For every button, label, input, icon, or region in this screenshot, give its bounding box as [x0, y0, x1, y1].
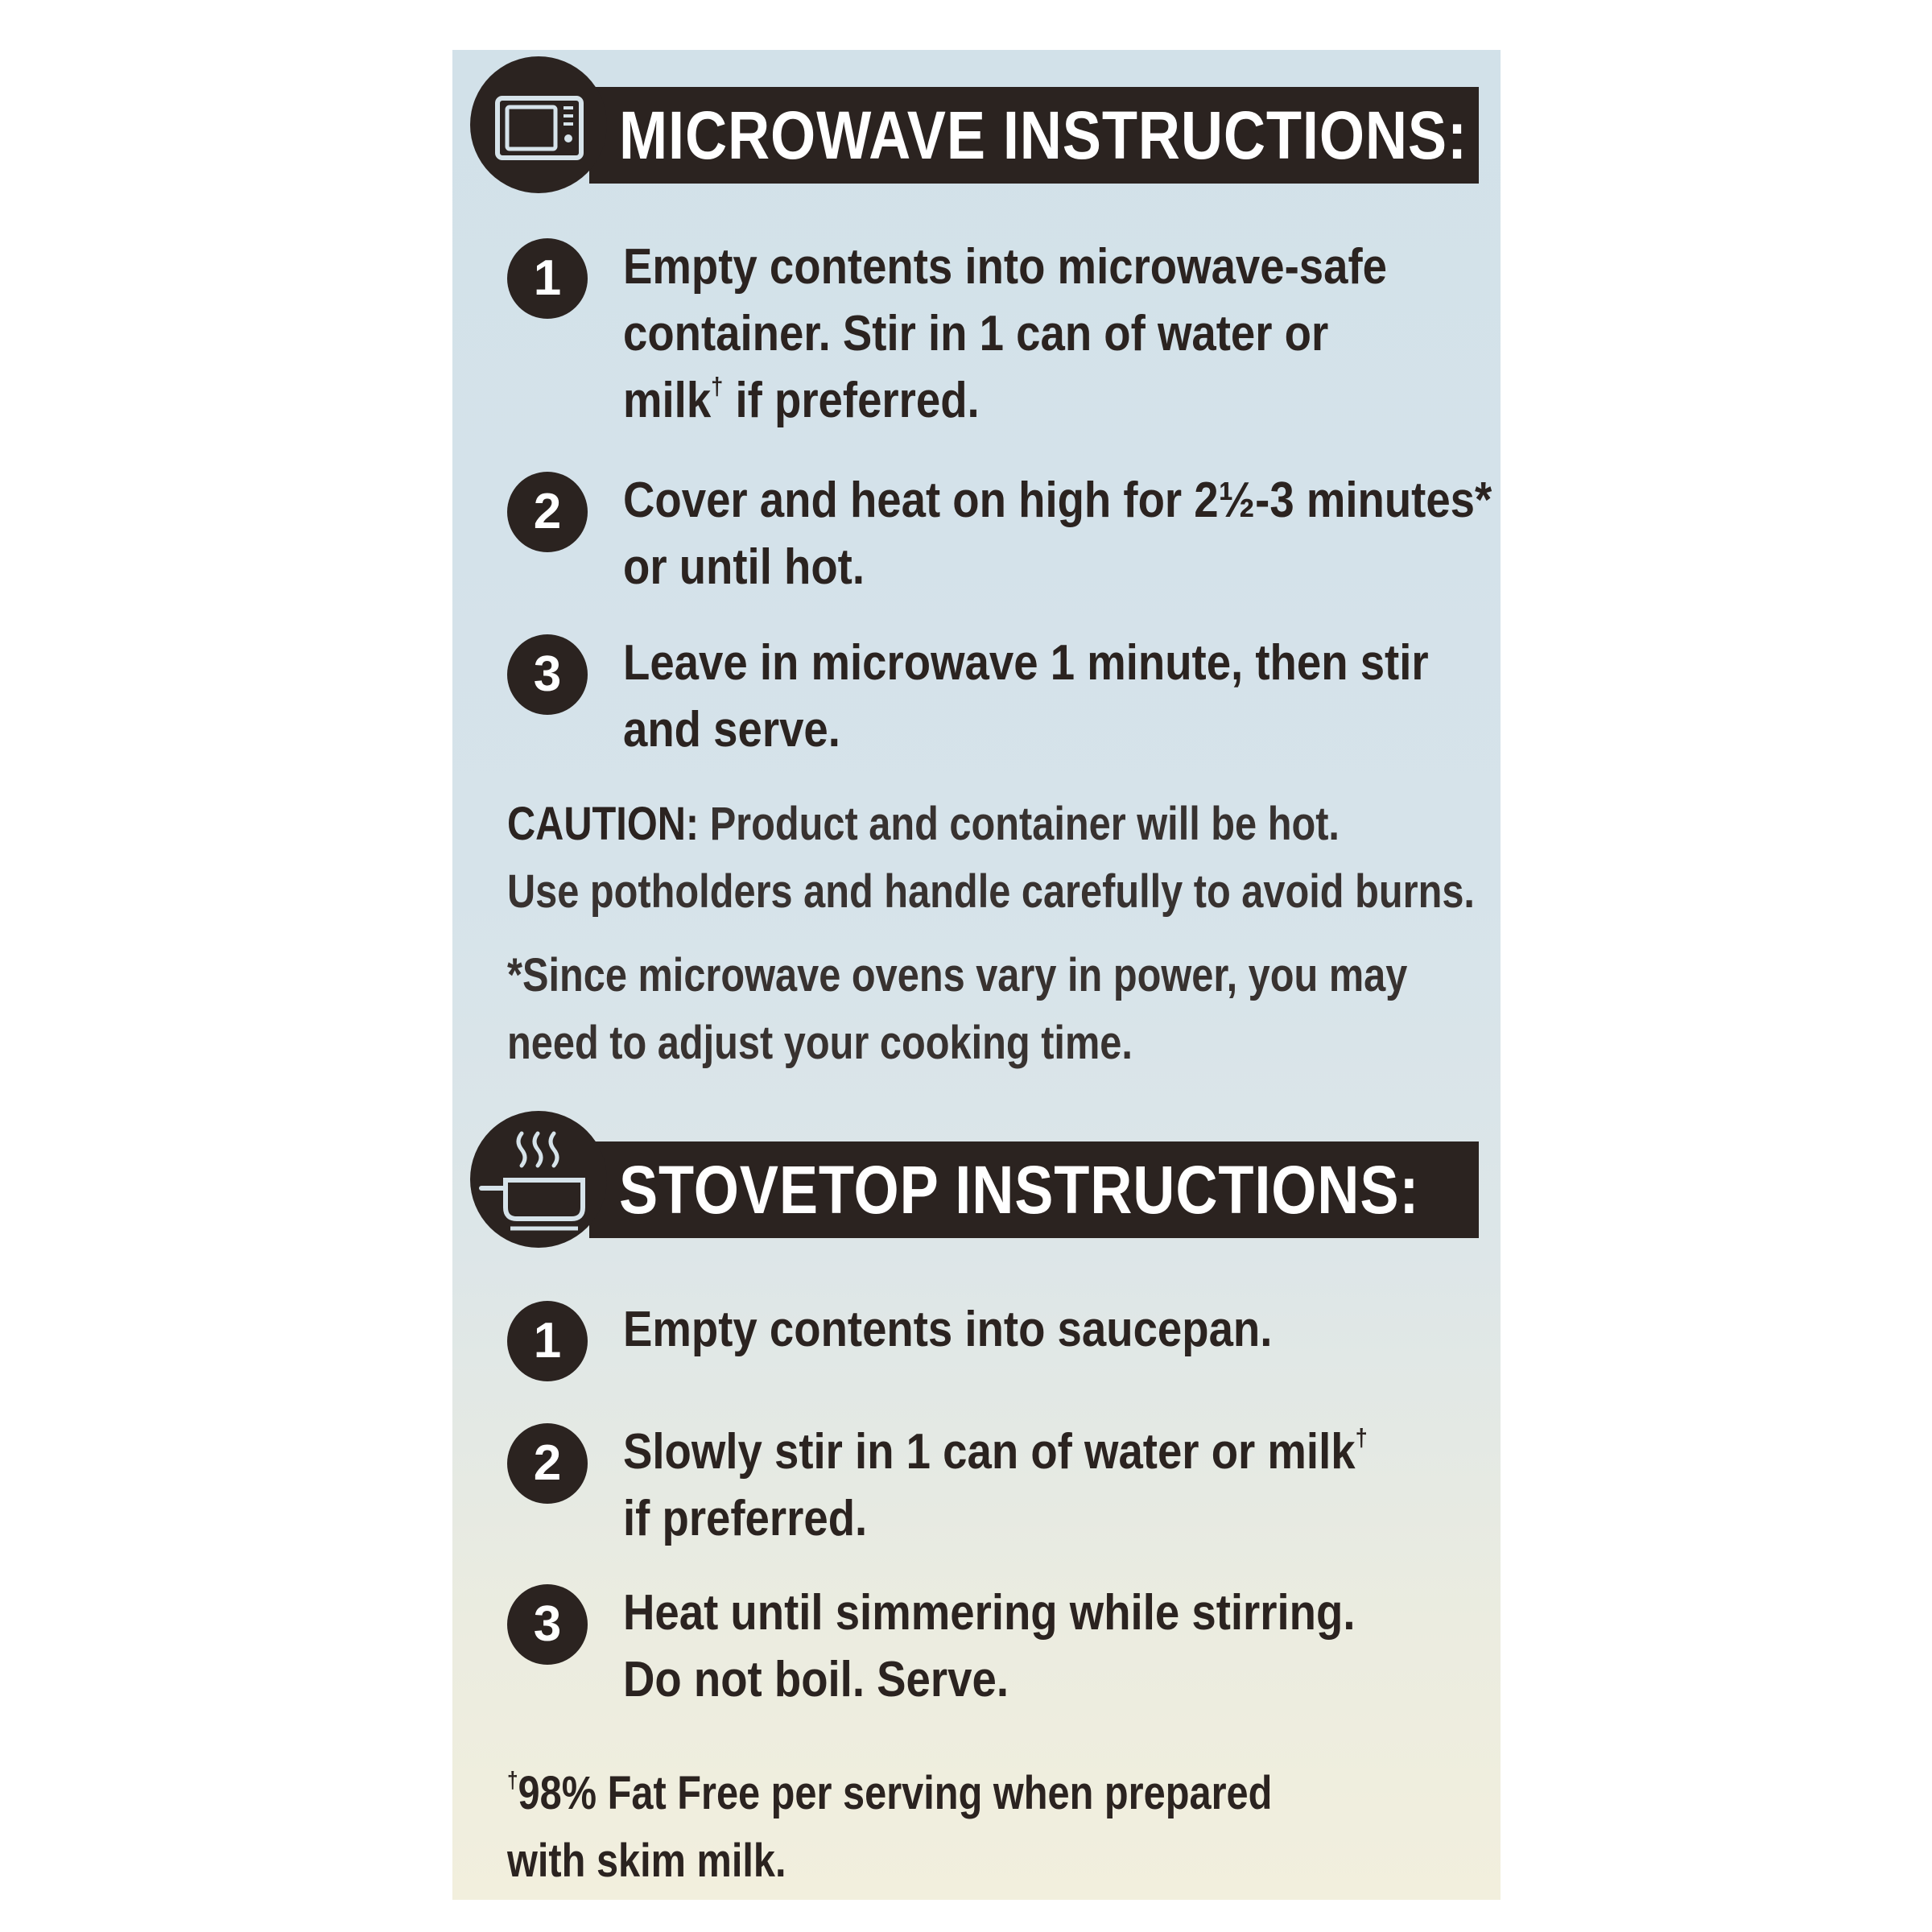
saucepan-icon: [470, 1111, 607, 1248]
step-line: and serve.: [623, 702, 840, 758]
dagger-mark: †: [711, 372, 724, 401]
footnote-line: need to adjust your cooking time.: [507, 1017, 1133, 1069]
step-line: Empty contents into saucepan.: [623, 1302, 1273, 1357]
step-text: [623, 1579, 1355, 1713]
step-number-badge: 3: [507, 634, 588, 715]
caution-label: CAUTION:: [507, 798, 700, 850]
microwave-title: MICROWAVE INSTRUCTIONS:: [619, 97, 1468, 173]
step-text: [623, 1418, 1368, 1552]
step-line: Cover and heat on high for 2½-3 minutes*: [623, 473, 1492, 528]
instructions-panel: [452, 50, 1501, 1900]
footnote-text: 98% Fat Free per serving when prepared: [518, 1767, 1273, 1819]
step-line: [623, 1418, 1368, 1485]
microwave-icon: [470, 56, 607, 193]
step-line: if preferred.: [623, 1491, 868, 1546]
caution-line-2: Use potholders and handle carefully to avoid burns.: [507, 865, 1475, 918]
step-line: or until hot.: [623, 539, 865, 595]
step-line: Do not boil. Serve.: [623, 1652, 1009, 1707]
step-number-badge: 3: [507, 1584, 588, 1665]
step-line: Heat until simmering while stirring.: [623, 1585, 1356, 1641]
step-text: [623, 233, 1387, 434]
step-line: Leave in microwave 1 minute, then stir: [623, 635, 1429, 691]
microwave-header: [452, 50, 1501, 195]
microwave-footnote: [507, 942, 1407, 1077]
step-text: [623, 1296, 1272, 1363]
dagger-mark: †: [507, 1767, 518, 1794]
footnote-line: *Since microwave ovens vary in power, you may: [507, 949, 1408, 1001]
step-number-badge: 2: [507, 1423, 588, 1504]
step-line-text: Slowly stir in 1 can of water or milk: [623, 1424, 1356, 1480]
step-line: [623, 367, 1387, 434]
footnote-line: with skim milk.: [507, 1835, 786, 1887]
fat-free-footnote: [507, 1760, 1272, 1895]
step-text: [623, 467, 1492, 601]
stovetop-title: STOVETOP INSTRUCTIONS:: [619, 1152, 1420, 1228]
dagger-mark: †: [1355, 1423, 1368, 1452]
step-number-badge: 2: [507, 472, 588, 552]
caution-text: Product and container will be hot.: [699, 798, 1340, 850]
caution-line-1: [507, 791, 1475, 858]
step-number-badge: 1: [507, 238, 588, 319]
step-line-text: if preferred.: [723, 373, 980, 428]
footnote-line: [507, 1760, 1272, 1827]
step-line: Empty contents into microwave-safe: [623, 239, 1387, 295]
stovetop-header: [452, 1104, 1501, 1249]
step-number-badge: 1: [507, 1301, 588, 1381]
step-line: container. Stir in 1 can of water or: [623, 306, 1329, 361]
step-line-text: milk: [623, 373, 712, 428]
caution-note: [507, 791, 1475, 926]
step-text: [623, 630, 1429, 763]
